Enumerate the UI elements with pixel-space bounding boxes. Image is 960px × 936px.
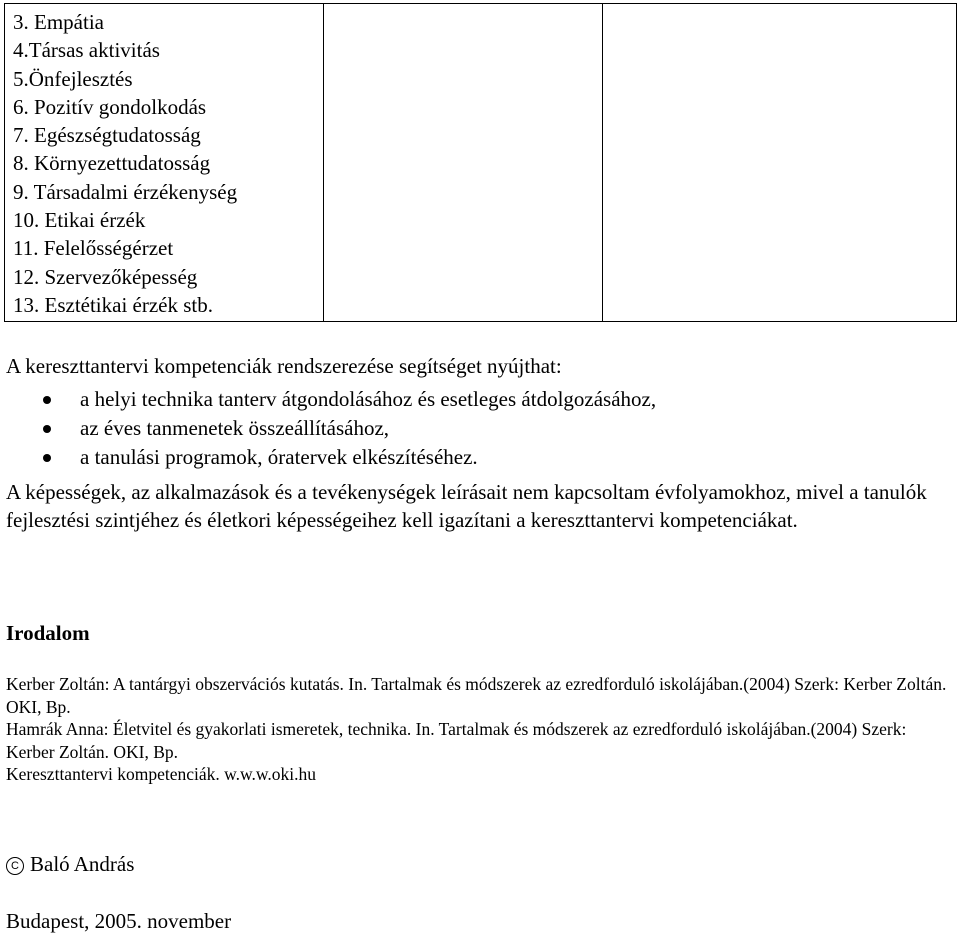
list-item: 10. Etikai érzék — [13, 208, 146, 233]
list-item: 3. Empátia — [13, 10, 104, 34]
empty-cell — [603, 4, 957, 322]
author-line — [6, 852, 134, 877]
list-item: 11. Felelősségérzet — [13, 236, 174, 261]
bullet-list — [0, 385, 656, 472]
body-paragraph: A képességek, az alkalmazások és a tevékenységek leírásait nem kapcsoltam évfolyamokhoz, mivel a tanulók fejlesztési szintjéhez és életkori képességeihez kell igazítani a kereszttantervi kompetenciákat. — [6, 480, 927, 532]
competency-list — [5, 4, 323, 319]
intro-text: A kereszttantervi kompetenciák rendszerezése segítséget nyújthat: — [6, 354, 562, 378]
list-item: 5.Önfejlesztés — [13, 66, 133, 91]
list-item: 9. Társadalmi érzékenység — [13, 179, 238, 204]
copyright-icon: C — [6, 857, 24, 875]
list-item: 4.Társas aktivitás — [13, 38, 160, 63]
author-name: Baló András — [30, 852, 135, 876]
date-line: Budapest, 2005. november — [6, 909, 232, 933]
list-item: 13. Esztétikai érzék stb. — [13, 292, 214, 317]
reference-item: Kereszttantervi kompetenciák. w.w.w.oki.hu — [6, 764, 317, 784]
list-item: 8. Környezettudatosság — [13, 151, 211, 176]
competency-list-cell — [5, 4, 324, 322]
reference-item: Hamrák Anna: Életvitel és gyakorlati ismeretek, technika. In. Tartalmak és módszerek az ezredforduló iskolájában.(2004) Szerk: Kerber Zoltán. OKI, Bp. — [6, 719, 907, 762]
reference-list — [6, 673, 956, 786]
reference-item: Kerber Zoltán: A tantárgyi obszervációs kutatás. In. Tartalmak és módszerek az ezredforduló iskolájában.(2004) Szerk: Kerber Zoltán. OKI, Bp. — [6, 674, 947, 717]
section-heading: Irodalom — [6, 621, 90, 645]
list-item: a helyi technika tanterv átgondolásához és esetleges átdolgozásához, — [0, 385, 656, 414]
list-item: 7. Egészségtudatosság — [13, 123, 201, 148]
empty-cell — [324, 4, 603, 322]
list-item: az éves tanmenetek összeállításához, — [0, 414, 656, 443]
list-item: a tanulási programok, óratervek elkészítéséhez. — [0, 443, 656, 472]
list-item: 6. Pozitív gondolkodás — [13, 94, 207, 119]
competency-table — [4, 3, 957, 322]
list-item: 12. Szervezőképesség — [13, 264, 198, 289]
